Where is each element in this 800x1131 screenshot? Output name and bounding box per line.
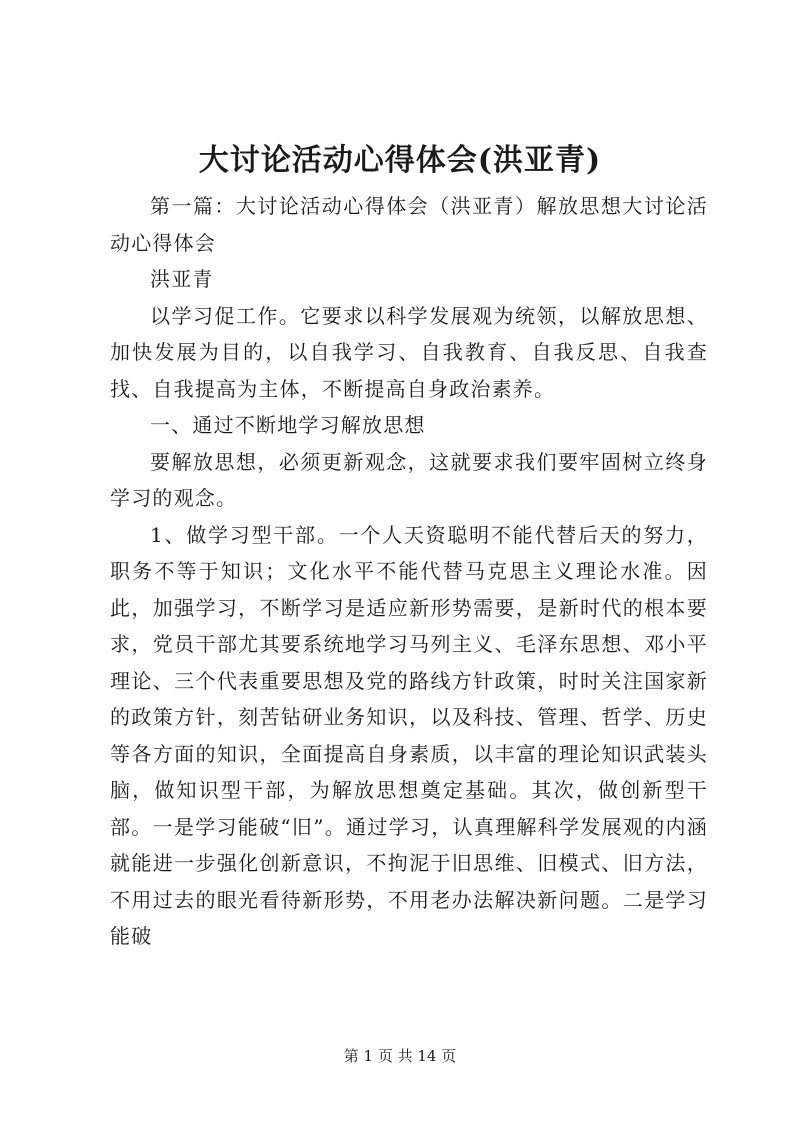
paragraph-section-intro: 要解放思想，必须更新观念，这就要求我们要牢固树立终身学习的观念。 — [110, 449, 708, 510]
paragraph-section-heading: 一、通过不断地学习解放思想 — [150, 413, 426, 437]
paragraph-main: 1、做学习型干部。一个人天资聪明不能代替后天的努力，职务不等于知识；文化水平不能代替马克思主义理论水准。因此，加强学习，不断学习是适应新形势需要，是新时代的根本要求，党员干部尤其要系统地学习马列主义、毛泽东思想、邓小平理论、三个代表重要思想及党的路线方针政策，时时关注国家新的政策方针，刻苦钻研业务知识，以及科技、管理、哲学、历史等各方面的知识，全面提高自身素质，以丰富的理论知识武装头脑，做知识型干部，为解放思想奠定基础。其次，做创新型干部。一是学习能破“旧”。通过学习，认真理解科学发展观的内涵就能进一步强化创新意识，不拘泥于旧思维、旧模式、旧方法，不用过去的眼光看待新形势，不用老办法解决新问题。二是学习能破 — [110, 522, 708, 948]
document-body — [110, 188, 708, 955]
paragraph-author: 洪亚青 — [150, 267, 214, 291]
document-title: 大讨论活动心得体会(洪亚青) — [198, 143, 602, 178]
paragraph-intro: 以学习促工作。它要求以科学发展观为统领，以解放思想、加快发展为目的，以自我学习、自我教育、自我反思、自我查找、自我提高为主体，不断提高自身政治素养。 — [110, 303, 708, 401]
paragraph-heading-line: 第一篇：大讨论活动心得体会（洪亚青）解放思想大讨论活动心得体会 — [110, 194, 708, 255]
page-footer: 第 1 页 共 14 页 — [343, 1047, 457, 1065]
